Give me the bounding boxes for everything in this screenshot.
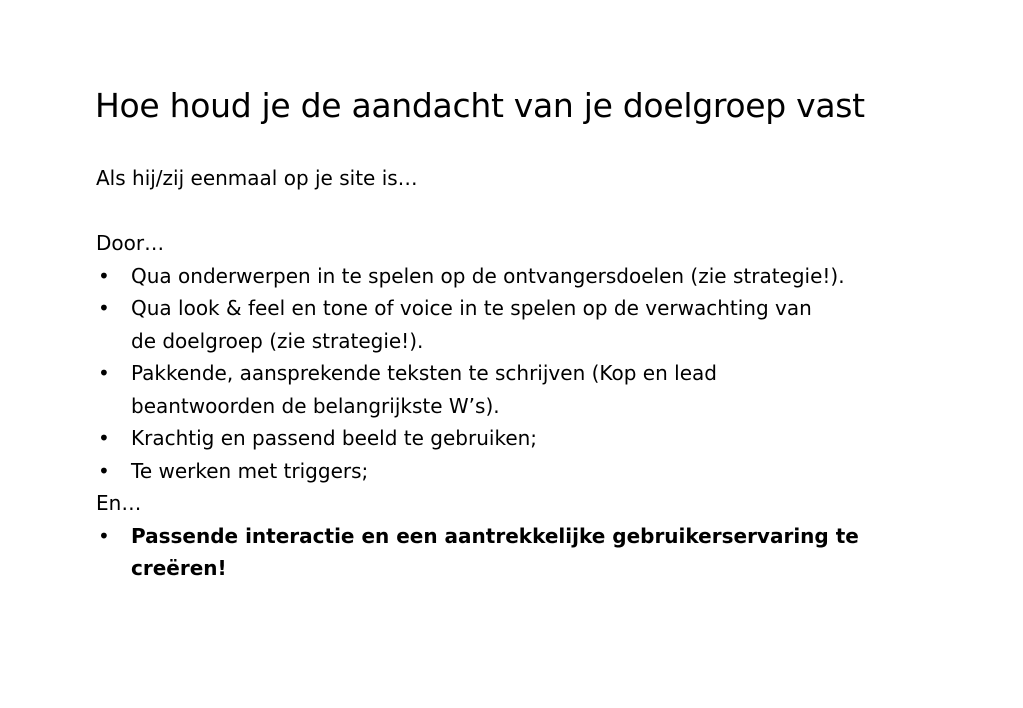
door-bullet-list	[96, 260, 976, 488]
slide-body	[96, 162, 976, 585]
bullet-item	[96, 292, 976, 357]
bullet-text: Te werken met triggers;	[131, 458, 369, 483]
bullet-item	[96, 357, 976, 422]
bullet-dot: •	[98, 523, 110, 548]
bullet-text: Qua look & feel en tone of voice in te spelen op de verwachting van	[131, 296, 812, 320]
bullet-dot: •	[98, 296, 110, 320]
bullet-text: Passende interactie en een aantrekkelijke gebruikerservaring te	[131, 523, 859, 548]
intro-text: Als hij/zij eenmaal op je site is…	[96, 166, 418, 190]
bullet-dot: •	[98, 263, 110, 288]
bullet-text-continued: beantwoorden de belangrijkste W’s).	[131, 393, 500, 418]
bullet-item	[96, 260, 976, 293]
bullet-item	[96, 455, 976, 488]
bullet-dot: •	[98, 426, 110, 450]
door-heading: Door…	[96, 231, 165, 255]
bullet-dot: •	[98, 458, 110, 483]
bullet-text: Pakkende, aansprekende teksten te schrijven (Kop en lead	[131, 361, 717, 385]
bullet-dot: •	[98, 361, 110, 385]
bullet-text: Krachtig en passend beeld te gebruiken;	[131, 426, 538, 450]
en-bullet-list	[96, 520, 976, 585]
bullet-text-continued: creëren!	[131, 556, 227, 580]
en-heading: En…	[96, 491, 142, 515]
bullet-text-continued: de doelgroep (zie strategie!).	[131, 328, 424, 353]
bullet-item	[96, 422, 976, 455]
bullet-item-bold	[96, 520, 976, 585]
slide-title: Hoe houd je de aandacht van je doelgroep vast	[95, 86, 865, 125]
spacer	[96, 195, 976, 228]
bullet-text: Qua onderwerpen in te spelen op de ontvangersdoelen (zie strategie!).	[131, 263, 845, 288]
